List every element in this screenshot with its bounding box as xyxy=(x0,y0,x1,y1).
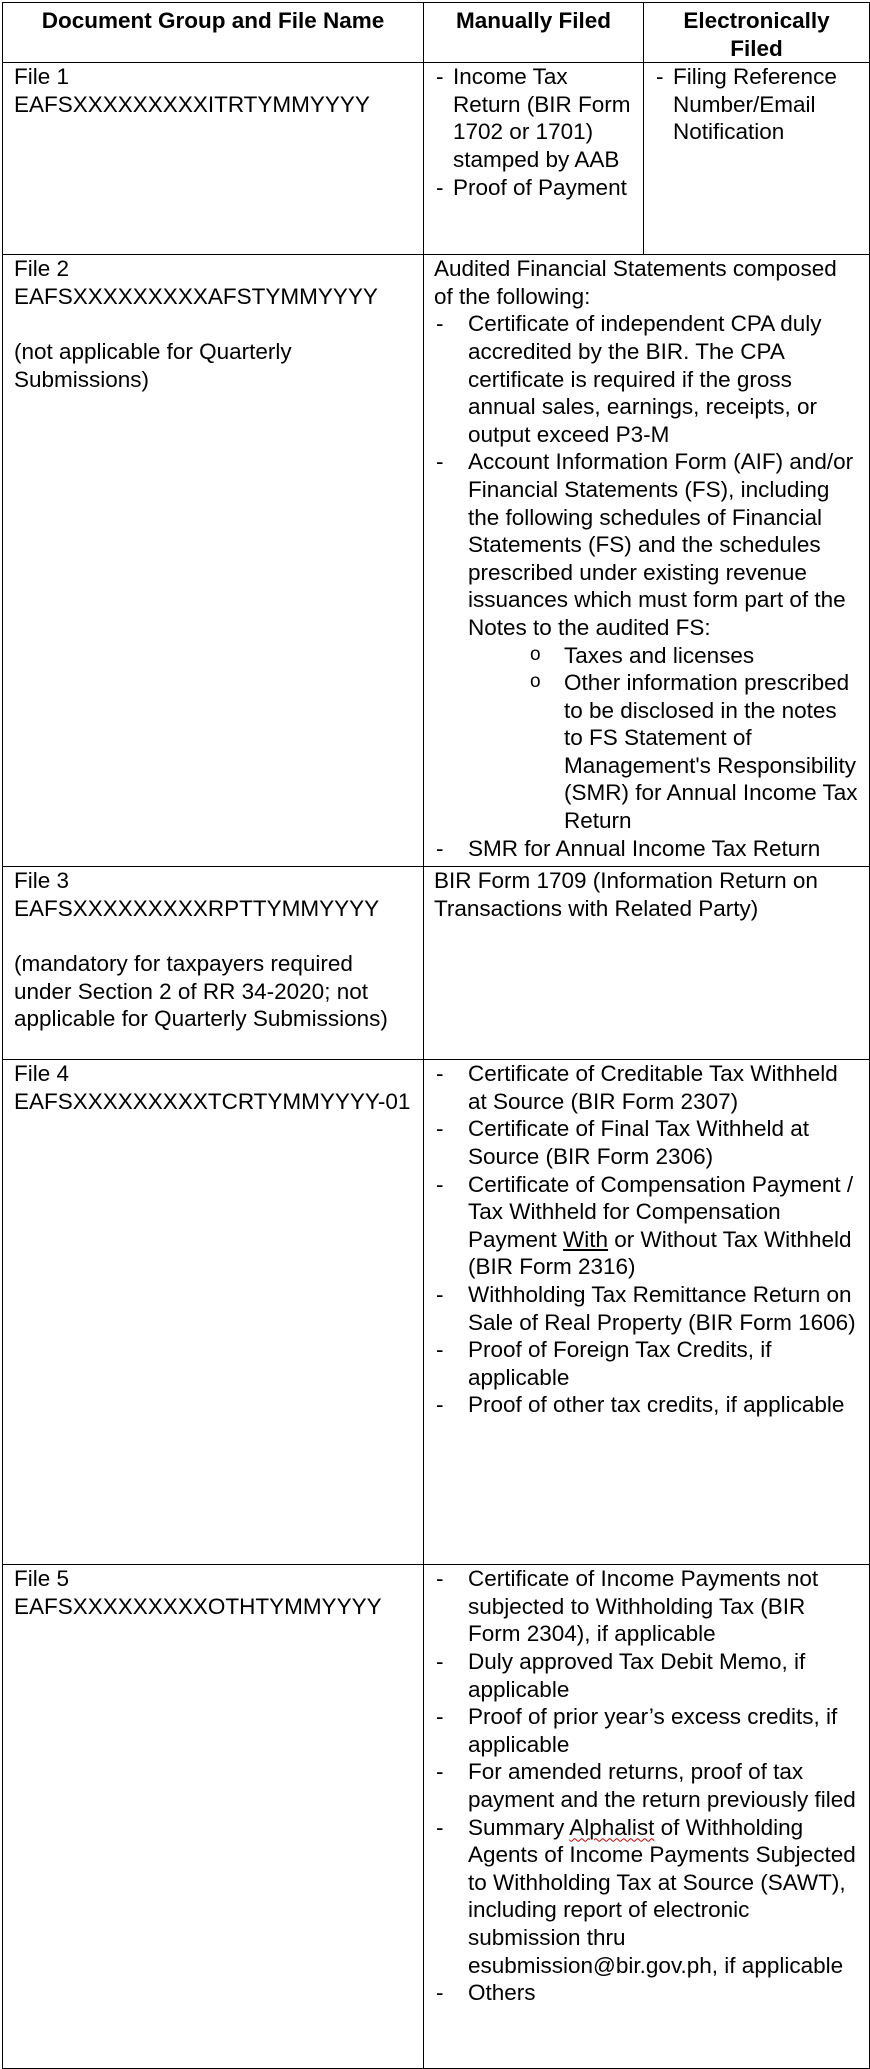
list-item: - Others xyxy=(434,1979,861,2007)
list-item: - Proof of Payment xyxy=(434,174,635,202)
file5-content-cell xyxy=(424,1565,870,2069)
list-item: - Proof of Foreign Tax Credits, if applicable xyxy=(434,1336,861,1391)
file1-name-cell xyxy=(3,63,424,255)
file1-label: File 1 xyxy=(14,64,70,90)
list-item: - Duly approved Tax Debit Memo, if applicable xyxy=(434,1648,861,1703)
list-item: - Summary Alphalist of Withholding Agents of Income Payments Subjected to Withholding Tax at Source (SAWT), including report of electronic submission thru esubmission@bir.gov.ph, if applicable xyxy=(434,1814,861,1980)
file4-label: File 4 xyxy=(14,1061,70,1087)
file3-content-cell xyxy=(424,867,870,1060)
list-item: - Certificate of Final Tax Withheld at Source (BIR Form 2306) xyxy=(434,1115,861,1170)
list-item: - SMR for Annual Income Tax Return xyxy=(434,835,861,863)
file4-code: EAFSXXXXXXXXXTCRTYMMYYYY-01 xyxy=(14,1088,411,1114)
with-link[interactable]: With xyxy=(563,1226,609,1252)
table-row-file3 xyxy=(3,867,870,1060)
header-manually-filed: Manually Filed xyxy=(424,3,644,63)
table-row-file5 xyxy=(3,1565,870,2069)
list-item: - Proof of prior year’s excess credits, if applicable xyxy=(434,1703,861,1758)
header-electronically-filed: Electronically Filed xyxy=(644,3,870,63)
file1-code: EAFSXXXXXXXXXITRTYMMYYYY xyxy=(14,91,370,117)
list-item: - Certificate of independent CPA duly accredited by the BIR. The CPA certificate is required if the gross annual sales, earnings, receipts, or output exceed P3-M xyxy=(434,310,861,448)
file2-label: File 2 xyxy=(14,256,70,282)
file3-text: BIR Form 1709 (Information Return on Transactions with Related Party) xyxy=(434,868,818,921)
file5-list xyxy=(434,1565,861,2007)
file4-name-cell xyxy=(3,1060,424,1565)
sub-list-item: o Other information prescribed to be disclosed in the notes to FS Statement of Management's Responsibility (SMR) for Annual Income Tax Return xyxy=(528,669,861,835)
table-row-file4 xyxy=(3,1060,870,1565)
file1-manual-cell xyxy=(424,63,644,255)
list-item: - For amended returns, proof of tax payment and the return previously filed xyxy=(434,1758,861,1813)
file5-code: EAFSXXXXXXXXXOTHTYMMYYYY xyxy=(14,1593,382,1619)
list-item: - Certificate of Creditable Tax Withheld at Source (BIR Form 2307) xyxy=(434,1060,861,1115)
file1-electronic-cell xyxy=(644,63,870,255)
list-item: - Withholding Tax Remittance Return on Sale of Real Property (BIR Form 1606) xyxy=(434,1281,861,1336)
sub-list-item: o Taxes and licenses xyxy=(528,642,861,670)
file5-label: File 5 xyxy=(14,1566,70,1592)
requirements-table xyxy=(2,2,870,2069)
header-document-group: Document Group and File Name xyxy=(3,3,424,63)
list-item: - Income Tax Return (BIR Form 1702 or 1701) stamped by AAB xyxy=(434,63,635,173)
file2-intro: Audited Financial Statements composed of the following: xyxy=(434,256,837,309)
list-item: - Certificate of Compensation Payment / Tax Withheld for Compensation Payment With or Without Tax Withheld (BIR Form 2316) xyxy=(434,1171,861,1281)
header-row xyxy=(3,3,870,63)
file2-sublist xyxy=(468,642,861,835)
file5-name-cell xyxy=(3,1565,424,2069)
list-item: - Filing Reference Number/Email Notification xyxy=(654,63,861,146)
spellcheck-word[interactable]: Alphalist xyxy=(569,1814,655,1840)
file2-name-cell xyxy=(3,255,424,867)
file3-name-cell xyxy=(3,867,424,1060)
file2-list xyxy=(434,310,861,862)
list-item: - Proof of other tax credits, if applicable xyxy=(434,1391,861,1419)
file3-code: EAFSXXXXXXXXXRPTTYMMYYYY xyxy=(14,895,380,921)
file4-content-cell xyxy=(424,1060,870,1565)
table-row-file1 xyxy=(3,63,870,255)
file2-content-cell xyxy=(424,255,870,867)
table-row-file2 xyxy=(3,255,870,867)
file1-electronic-list xyxy=(654,63,861,146)
file2-note: (not applicable for Quarterly Submissions) xyxy=(14,338,292,392)
file3-label: File 3 xyxy=(14,868,70,894)
file3-note: (mandatory for taxpayers required under Section 2 of RR 34-2020; not applicable for Quarterly Submissions) xyxy=(14,950,388,1032)
list-item: - Account Information Form (AIF) and/or Financial Statements (FS), including the following schedules of Financial Statements (FS) and the schedules prescribed under existing revenue issuances which must form part of the Notes to the audited FS: o Taxes and licenses o Other information prescribed to be disclosed in the notes to FS Statement of Management's Responsibility (SMR) for Annual Income Tax Return xyxy=(434,448,861,834)
list-item: - Certificate of Income Payments not subjected to Withholding Tax (BIR Form 2304), if applicable xyxy=(434,1565,861,1648)
file2-code: EAFSXXXXXXXXXAFSTYMMYYYY xyxy=(14,283,378,309)
file4-list xyxy=(434,1060,861,1419)
file1-manual-list xyxy=(434,63,635,201)
